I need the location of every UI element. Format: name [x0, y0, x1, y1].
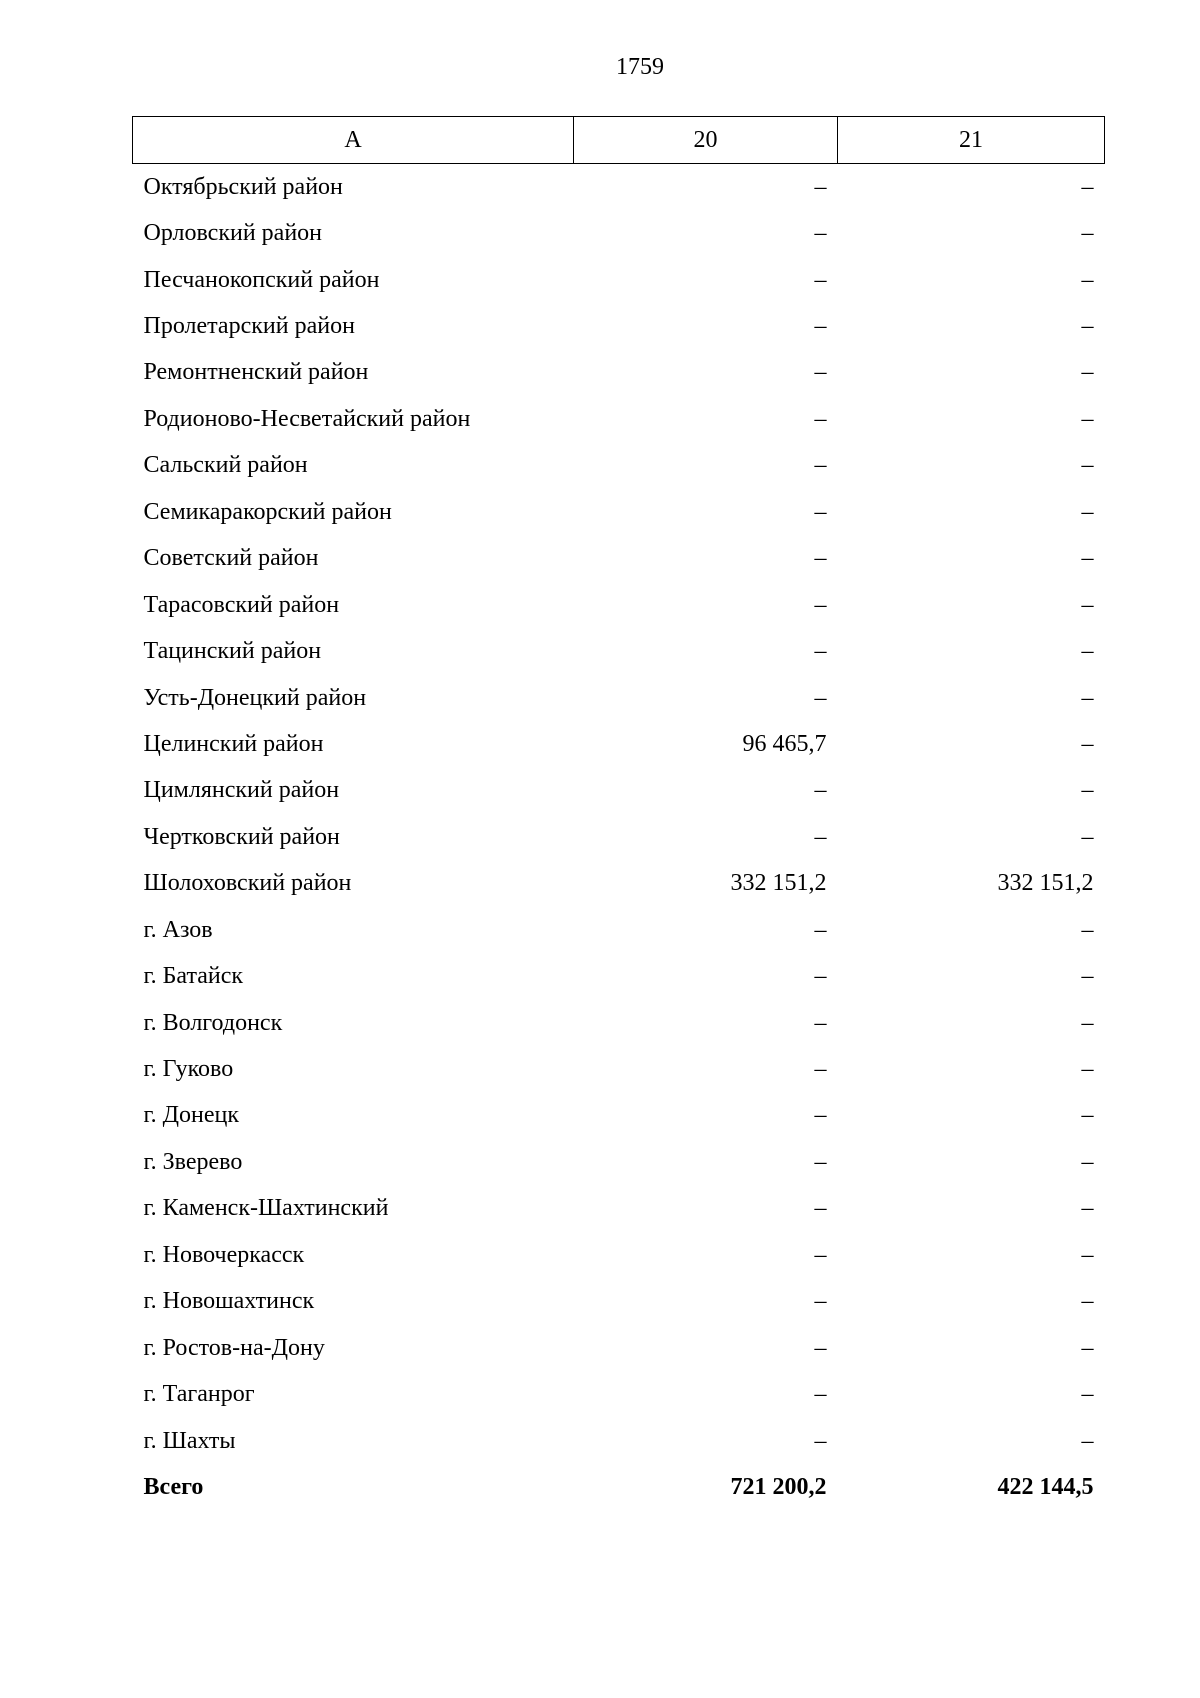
row-name: г. Шахты — [143, 1427, 236, 1454]
value-col-20: – — [814, 1056, 827, 1083]
table-row — [133, 721, 1105, 767]
row-name: Целинский район — [143, 730, 324, 757]
table-row — [133, 1325, 1105, 1371]
table-header-row — [133, 117, 1105, 164]
row-name: Чертковский район — [143, 823, 340, 850]
value-col-20: – — [814, 684, 827, 711]
value-col-20: – — [814, 1102, 827, 1129]
value-col-21: – — [1081, 1381, 1094, 1408]
value-col-21: – — [1081, 452, 1094, 479]
row-name: г. Новошахтинск — [143, 1288, 315, 1315]
table-row — [133, 396, 1105, 442]
table-row — [133, 164, 1105, 211]
row-name: г. Новочеркасск — [143, 1241, 305, 1268]
row-name: Усть-Донецкий район — [143, 684, 367, 711]
value-col-20: – — [814, 591, 827, 618]
value-col-20: – — [814, 1288, 827, 1315]
table-row — [133, 257, 1105, 303]
value-col-21: – — [1081, 1195, 1094, 1222]
row-name: Тарасовский район — [143, 591, 340, 618]
row-name: Ремонтненский район — [143, 359, 369, 386]
table-row — [133, 1186, 1105, 1232]
value-col-20: – — [814, 916, 827, 943]
table-row — [133, 536, 1105, 582]
value-col-21: – — [1081, 823, 1094, 850]
total-label: Всего — [143, 1473, 204, 1500]
value-col-20: – — [814, 266, 827, 293]
table-row — [133, 1371, 1105, 1417]
value-col-21: – — [1081, 1009, 1094, 1036]
value-col-20: 96 465,7 — [742, 730, 827, 757]
value-col-21: – — [1081, 684, 1094, 711]
table-row — [133, 1046, 1105, 1092]
value-col-21: – — [1081, 1056, 1094, 1083]
row-name: г. Каменск-Шахтинский — [143, 1195, 389, 1222]
value-col-21: – — [1081, 1288, 1094, 1315]
row-name: г. Азов — [143, 916, 213, 943]
table-row — [133, 350, 1105, 396]
row-name: г. Батайск — [143, 963, 244, 990]
value-col-20: – — [814, 1148, 827, 1175]
table-row — [133, 907, 1105, 953]
value-col-20: – — [814, 452, 827, 479]
row-name: Цимлянский район — [143, 777, 340, 804]
table-row — [133, 814, 1105, 860]
table-row — [133, 210, 1105, 256]
row-name: Сальский район — [143, 452, 308, 479]
value-col-20: – — [814, 1334, 827, 1361]
row-name: Песчанокопский район — [143, 266, 380, 293]
value-col-21: – — [1081, 1427, 1094, 1454]
column-header-21: 21 — [838, 117, 1105, 164]
value-col-20: – — [814, 220, 827, 247]
row-name: г. Волгодонск — [143, 1009, 283, 1036]
row-name: Советский район — [143, 545, 319, 572]
value-col-20: – — [814, 1009, 827, 1036]
table-row — [133, 1279, 1105, 1325]
row-name: г. Таганрог — [143, 1381, 255, 1408]
value-col-21: 332 151,2 — [997, 870, 1094, 897]
value-col-20: – — [814, 1381, 827, 1408]
value-col-20: – — [814, 1427, 827, 1454]
column-header-a: А — [133, 117, 574, 164]
total-value-col-20: 721 200,2 — [730, 1473, 827, 1500]
value-col-21: – — [1081, 963, 1094, 990]
value-col-21: – — [1081, 173, 1094, 200]
table-row — [133, 953, 1105, 999]
value-col-21: – — [1081, 1241, 1094, 1268]
total-value-col-21: 422 144,5 — [997, 1473, 1094, 1500]
value-col-21: – — [1081, 1102, 1094, 1129]
value-col-21: – — [1081, 638, 1094, 665]
value-col-21: – — [1081, 545, 1094, 572]
value-col-20: – — [814, 1195, 827, 1222]
row-name: г. Ростов-на-Дону — [143, 1334, 325, 1361]
row-name: Тацинский район — [143, 638, 322, 665]
table-row — [133, 675, 1105, 721]
row-name: г. Донецк — [143, 1102, 240, 1129]
table-row — [133, 1093, 1105, 1139]
table-row — [133, 1000, 1105, 1046]
data-table — [132, 116, 1105, 1511]
page-number: 1759 — [616, 54, 664, 80]
table-row — [133, 768, 1105, 814]
value-col-20: – — [814, 359, 827, 386]
value-col-20: – — [814, 777, 827, 804]
value-col-20: – — [814, 823, 827, 850]
value-col-20: – — [814, 313, 827, 340]
total-row — [133, 1464, 1105, 1510]
value-col-21: – — [1081, 405, 1094, 432]
table-row — [133, 443, 1105, 489]
value-col-20: – — [814, 173, 827, 200]
value-col-21: – — [1081, 591, 1094, 618]
row-name: Родионово-Несветайский район — [143, 405, 471, 432]
table-row — [133, 628, 1105, 674]
value-col-21: – — [1081, 730, 1094, 757]
value-col-21: – — [1081, 313, 1094, 340]
value-col-20: – — [814, 405, 827, 432]
row-name: Семикаракорский район — [143, 498, 392, 525]
value-col-20: 332 151,2 — [730, 870, 827, 897]
value-col-20: – — [814, 498, 827, 525]
value-col-20: – — [814, 545, 827, 572]
table-row — [133, 1139, 1105, 1185]
table-row — [133, 1232, 1105, 1278]
row-name: Шолоховский район — [143, 870, 352, 897]
value-col-20: – — [814, 1241, 827, 1268]
value-col-21: – — [1081, 1148, 1094, 1175]
row-name: Орловский район — [143, 220, 323, 247]
row-name: Пролетарский район — [143, 313, 355, 340]
value-col-21: – — [1081, 498, 1094, 525]
value-col-20: – — [814, 638, 827, 665]
row-name: г. Гуково — [143, 1056, 234, 1083]
table-row — [133, 489, 1105, 535]
table-row — [133, 303, 1105, 349]
row-name: Октябрьский район — [143, 173, 343, 200]
value-col-20: – — [814, 963, 827, 990]
table-row — [133, 861, 1105, 907]
column-header-20: 20 — [574, 117, 838, 164]
value-col-21: – — [1081, 220, 1094, 247]
value-col-21: – — [1081, 359, 1094, 386]
value-col-21: – — [1081, 916, 1094, 943]
value-col-21: – — [1081, 1334, 1094, 1361]
table-row — [133, 582, 1105, 628]
value-col-21: – — [1081, 266, 1094, 293]
row-name: г. Зверево — [143, 1148, 243, 1175]
value-col-21: – — [1081, 777, 1094, 804]
table-row — [133, 1418, 1105, 1464]
